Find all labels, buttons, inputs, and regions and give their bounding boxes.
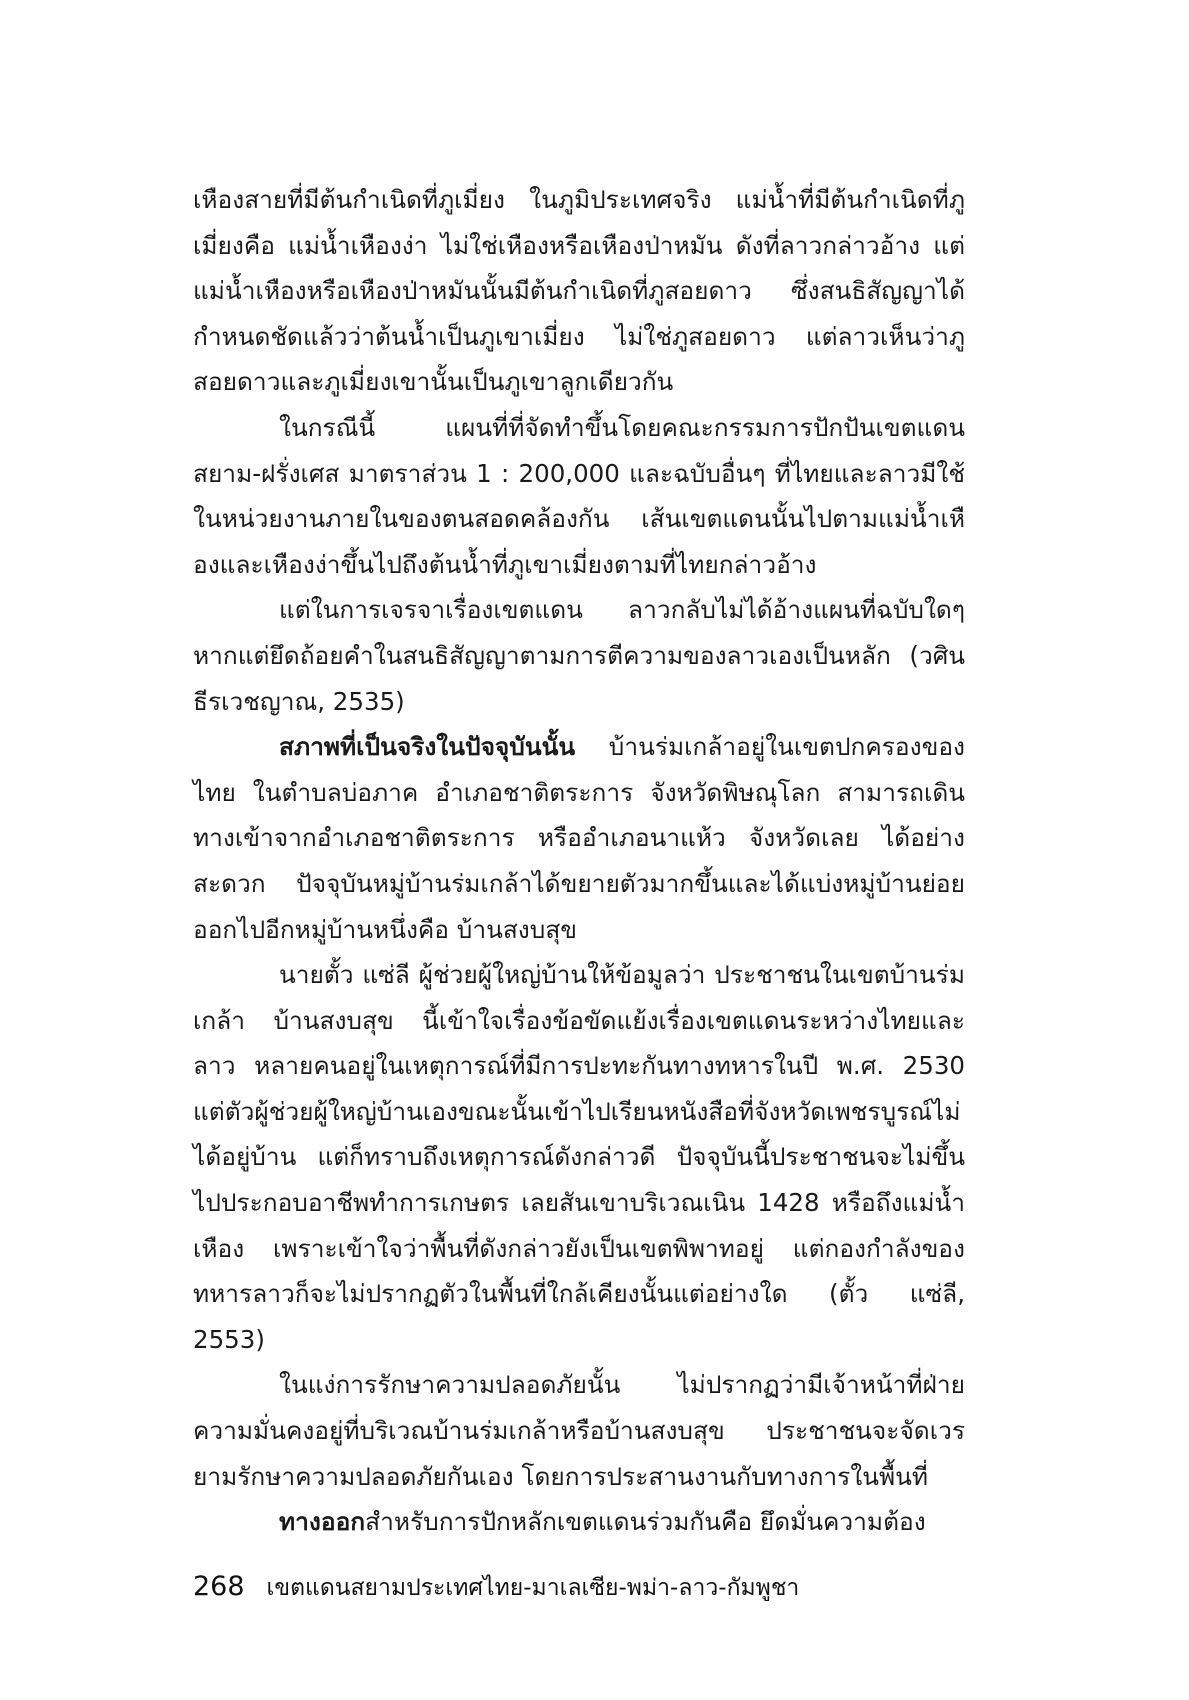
paragraph-4-text: บ้านร่มเกล้าอยู่ในเขตปกครองของไทย ในตำบลบ่อภาค อำเภอชาติตระการ จังหวัดพิษณุโลก สามารถเดินทางเข้าจากอำเภอชาติตระการ หรืออำเภอนาแห้ว จังหวัดเลย ได้อย่างสะดวก ปัจจุบันหมู่บ้านร่มเกล้าได้ขยายตัวมากขึ้นและได้แบ่งหมู่บ้านย่อยออกไปอีกหมู่บ้านหนึ่งคือ บ้านสงบสุข <box>193 732 965 944</box>
paragraph-7 <box>193 1499 965 1545</box>
paragraph-2-text: ในกรณีนี้ แผนที่ที่จัดทำขึ้นโดยคณะกรรมการปักปันเขตแดนสยาม-ฝรั่งเศส มาตราส่วน 1 : 200,000 และฉบับอื่นๆ ที่ไทยและลาวมีใช้ในหน่วยงานภายในของตนสอดคล้องกัน เส้นเขตแดนนั้นไปตามแม่น้ำเหืองและเหืองง่าขึ้นไปถึงต้นน้ำที่ภูเขาเมี่ยงตามที่ไทยกล่าวอ้าง <box>193 412 965 579</box>
paragraph-4 <box>193 724 965 952</box>
running-title: เขตแดนสยามประเทศไทย-มาเลเซีย-พม่า-ลาว-กัมพูชา <box>266 1575 800 1601</box>
paragraph-2 <box>193 405 965 587</box>
paragraph-6 <box>193 1362 965 1499</box>
paragraph-5-text: นายตั้ว แซ่ลี ผู้ช่วยผู้ใหญ่บ้านให้ข้อมูลว่า ประชาชนในเขตบ้านร่มเกล้า บ้านสงบสุข นี้เข้าใจเรื่องข้อขัดแย้งเรื่องเขตแดนระหว่างไทยและลาว หลายคนอยู่ในเหตุการณ์ที่มีการปะทะกันทางทหารในปี พ.ศ. 2530 แต่ตัวผู้ช่วยผู้ใหญ่บ้านเองขณะนั้นเข้าไปเรียนหนังสือที่จังหวัดเพชรบูรณ์ไม่ได้อยู่บ้าน แต่ก็ทราบถึงเหตุการณ์ดังกล่าวดี ปัจจุบันนี้ประชาชนจะไม่ขึ้นไปประกอบอาชีพทำการเกษตร เลยสันเขาบริเวณเนิน 1428 หรือถึงแม่น้ำเหือง เพราะเข้าใจว่าพื้นที่ดังกล่าวยังเป็นเขตพิพาทอยู่ แต่กองกำลังของทหารลาวก็จะไม่ปรากฏตัวในพื้นที่ใกล้เคียงนั้นแต่อย่างใด (ตั้ว แซ่ลี, 2553) <box>193 960 965 1354</box>
paragraph-4-bold-lead: สภาพที่เป็นจริงในปัจจุบันนั้น <box>279 732 576 762</box>
paragraph-7-bold-lead: ทางออก <box>279 1507 366 1537</box>
paragraph-3-text: แต่ในการเจรจาเรื่องเขตแดน ลาวกลับไม่ได้อ้างแผนที่ฉบับใดๆ หากแต่ยึดถ้อยคำในสนธิสัญญาตามการตีความของลาวเองเป็นหลัก (วศิน ธีรเวชญาณ, 2535) <box>193 595 965 716</box>
paragraph-7-text: สำหรับการปักหลักเขตแดนร่วมกันคือ ยึดมั่นความต้อง <box>365 1507 926 1537</box>
paragraph-6-text: ในแง่การรักษาความปลอดภัยนั้น ไม่ปรากฏว่ามีเจ้าหน้าที่ฝ่ายความมั่นคงอยู่ที่บริเวณบ้านร่มเกล้าหรือบ้านสงบสุข ประชาชนจะจัดเวรยามรักษาความปลอดภัยกันเอง โดยการประสานงานกับทางการในพื้นที่ <box>193 1370 965 1491</box>
page-footer <box>193 1567 799 1607</box>
page-number: 268 <box>193 1571 245 1602</box>
paragraph-1 <box>193 177 965 405</box>
paragraph-3 <box>193 587 965 724</box>
paragraph-1-text: เหืองสายที่มีต้นกำเนิดที่ภูเมี่ยง ในภูมิประเทศจริง แม่น้ำที่มีต้นกำเนิดที่ภูเมี่ยงคือ แม่น้ำเหืองง่า ไม่ใช่เหืองหรือเหืองป่าหมัน ดังที่ลาวกล่าวอ้าง แต่แม่น้ำเหืองหรือเหืองป่าหมันนั้นมีต้นกำเนิดที่ภูสอยดาว ซึ่งสนธิสัญญาได้กำหนดชัดแล้วว่าต้นน้ำเป็นภูเขาเมี่ยง ไม่ใช่ภูสอยดาว แต่ลาวเห็นว่าภูสอยดาวและภูเมี่ยงเขานั้นเป็นภูเขาลูกเดียวกัน <box>193 185 965 397</box>
paragraph-5 <box>193 952 965 1362</box>
body-text <box>193 177 965 1545</box>
